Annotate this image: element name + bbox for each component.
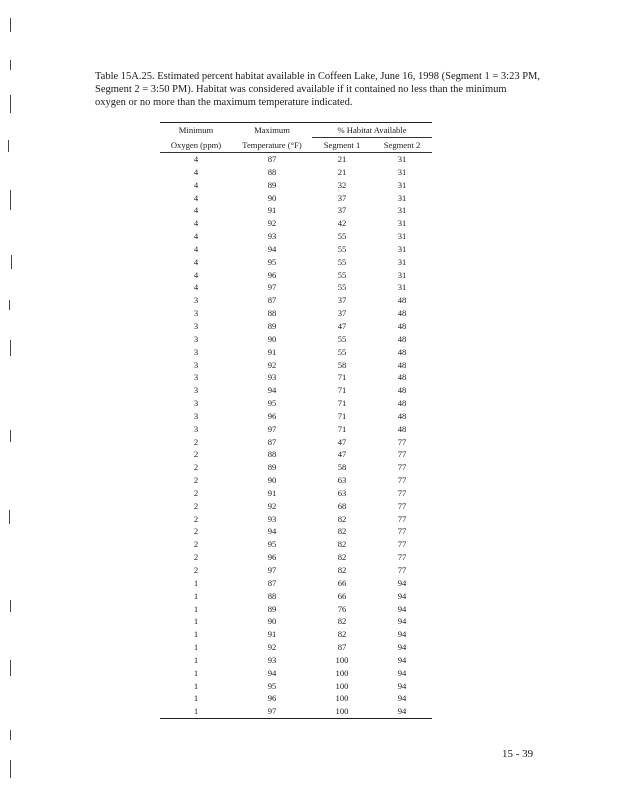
table-row bbox=[160, 577, 432, 590]
cell-min-oxygen: 4 bbox=[193, 218, 199, 229]
cell-max-temp: 97 bbox=[267, 565, 277, 575]
cell-segment-2: 48 bbox=[397, 295, 407, 306]
cell-max-temp: 92 bbox=[267, 642, 277, 653]
table-row bbox=[160, 692, 432, 705]
table-body bbox=[160, 153, 432, 719]
cell-max-temp: 97 bbox=[267, 282, 277, 293]
cell-min-oxygen: 3 bbox=[193, 359, 199, 370]
col-habitat-group: % Habitat Available bbox=[312, 123, 432, 138]
table-row bbox=[160, 281, 432, 294]
cell-max-temp: 93 bbox=[267, 231, 277, 242]
cell-segment-1: 55 bbox=[337, 231, 347, 242]
cell-min-oxygen: 3 bbox=[193, 320, 199, 331]
cell-segment-1: 58 bbox=[337, 359, 347, 370]
cell-min-oxygen: 4 bbox=[193, 231, 199, 242]
cell-segment-1: 32 bbox=[337, 179, 347, 190]
table-row bbox=[160, 153, 432, 166]
table-row bbox=[160, 525, 432, 538]
table-row bbox=[160, 487, 432, 500]
cell-min-oxygen: 4 bbox=[193, 256, 199, 267]
cell-min-oxygen: 4 bbox=[193, 154, 199, 164]
cell-segment-2: 77 bbox=[397, 526, 407, 537]
table-row bbox=[160, 410, 432, 423]
cell-segment-1: 55 bbox=[337, 269, 347, 280]
table-row bbox=[160, 384, 432, 397]
cell-min-oxygen: 1 bbox=[193, 667, 199, 678]
cell-min-oxygen: 2 bbox=[193, 552, 199, 563]
cell-max-temp: 90 bbox=[267, 333, 277, 344]
habitat-table bbox=[160, 122, 432, 719]
cell-max-temp: 91 bbox=[267, 487, 277, 498]
cell-segment-2: 48 bbox=[397, 346, 407, 357]
cell-segment-1: 47 bbox=[337, 436, 347, 447]
cell-max-temp: 95 bbox=[267, 256, 277, 267]
cell-min-oxygen: 4 bbox=[193, 166, 199, 177]
cell-max-temp: 89 bbox=[267, 179, 277, 190]
cell-max-temp: 89 bbox=[267, 462, 277, 473]
cell-max-temp: 90 bbox=[267, 192, 277, 203]
cell-min-oxygen: 2 bbox=[193, 500, 199, 511]
cell-segment-1: 58 bbox=[337, 462, 347, 473]
cell-min-oxygen: 3 bbox=[193, 385, 199, 396]
cell-segment-1: 100 bbox=[312, 705, 372, 718]
cell-segment-2: 31 bbox=[397, 231, 407, 242]
cell-max-temp: 88 bbox=[267, 449, 277, 460]
cell-segment-2: 48 bbox=[397, 410, 407, 421]
cell-max-temp: 92 bbox=[267, 500, 277, 511]
cell-max-temp: 93 bbox=[267, 372, 277, 383]
cell-segment-2: 77 bbox=[397, 565, 407, 575]
table-row bbox=[160, 654, 432, 667]
col-max-temp-bottom: Temperature (°F) bbox=[232, 138, 312, 153]
table-row bbox=[160, 243, 432, 256]
table-row bbox=[160, 615, 432, 628]
cell-max-temp: 93 bbox=[267, 654, 277, 665]
table-row bbox=[160, 667, 432, 680]
cell-segment-2: 48 bbox=[397, 423, 407, 434]
table-row bbox=[160, 538, 432, 551]
table-row bbox=[160, 680, 432, 693]
cell-max-temp: 88 bbox=[267, 590, 277, 601]
table-row bbox=[160, 359, 432, 372]
table-row bbox=[160, 641, 432, 654]
cell-min-oxygen: 3 bbox=[193, 346, 199, 357]
table-caption: Table 15A.25. Estimated percent habitat available in Coffeen Lake, June 16, 1998 (Segment 1 = 3:23 PM, Segment 2 = 3:50 PM). Habitat was considered available if it contained no less than the minimum oxygen or no more than the maximum temperature indicated. bbox=[95, 71, 541, 108]
cell-min-oxygen: 3 bbox=[193, 308, 199, 319]
table-row bbox=[160, 628, 432, 641]
cell-segment-1: 82 bbox=[337, 565, 347, 575]
cell-min-oxygen: 2 bbox=[193, 475, 199, 486]
cell-max-temp: 92 bbox=[267, 359, 277, 370]
cell-segment-2: 94 bbox=[372, 705, 432, 718]
cell-segment-2: 31 bbox=[397, 166, 407, 177]
cell-segment-2: 31 bbox=[397, 256, 407, 267]
cell-segment-2: 77 bbox=[397, 462, 407, 473]
cell-segment-2: 77 bbox=[397, 487, 407, 498]
cell-max-temp: 90 bbox=[267, 475, 277, 486]
cell-segment-2: 77 bbox=[397, 500, 407, 511]
cell-segment-1: 100 bbox=[335, 654, 349, 665]
table-row bbox=[160, 320, 432, 333]
cell-segment-1: 63 bbox=[337, 475, 347, 486]
cell-segment-1: 68 bbox=[337, 500, 347, 511]
cell-segment-1: 76 bbox=[337, 603, 347, 614]
cell-min-oxygen: 4 bbox=[193, 243, 199, 254]
scan-margin-marks bbox=[0, 0, 30, 800]
cell-segment-2: 31 bbox=[397, 179, 407, 190]
cell-segment-2: 94 bbox=[397, 590, 407, 601]
cell-segment-2: 94 bbox=[397, 603, 407, 614]
cell-segment-1: 82 bbox=[337, 539, 347, 550]
cell-min-oxygen: 1 bbox=[193, 680, 199, 691]
cell-min-oxygen: 1 bbox=[193, 603, 199, 614]
cell-segment-2: 94 bbox=[397, 693, 407, 704]
table-row bbox=[160, 448, 432, 461]
cell-segment-2: 77 bbox=[397, 436, 407, 447]
table-row bbox=[160, 269, 432, 282]
cell-segment-1: 55 bbox=[337, 333, 347, 344]
cell-min-oxygen: 1 bbox=[193, 590, 199, 601]
cell-min-oxygen: 3 bbox=[193, 333, 199, 344]
table-row bbox=[160, 397, 432, 410]
cell-min-oxygen: 3 bbox=[193, 423, 199, 434]
cell-max-temp: 91 bbox=[267, 629, 277, 640]
cell-segment-1: 55 bbox=[337, 243, 347, 254]
table-row bbox=[160, 179, 432, 192]
cell-segment-2: 48 bbox=[397, 333, 407, 344]
cell-min-oxygen: 1 bbox=[193, 577, 199, 588]
cell-segment-1: 55 bbox=[337, 256, 347, 267]
cell-segment-1: 82 bbox=[337, 629, 347, 640]
page-number: 15 - 39 bbox=[502, 748, 534, 760]
cell-max-temp: 90 bbox=[267, 616, 277, 627]
col-min-oxygen-top: Minimum bbox=[178, 125, 214, 136]
cell-segment-1: 21 bbox=[337, 154, 347, 164]
cell-segment-2: 31 bbox=[397, 282, 407, 293]
table-row bbox=[160, 513, 432, 526]
cell-min-oxygen: 3 bbox=[193, 398, 199, 409]
cell-segment-2: 77 bbox=[397, 539, 407, 550]
cell-min-oxygen: 2 bbox=[193, 513, 199, 524]
cell-segment-1: 47 bbox=[337, 320, 347, 331]
cell-segment-1: 82 bbox=[337, 513, 347, 524]
table-row bbox=[160, 294, 432, 307]
table-row bbox=[160, 603, 432, 616]
cell-max-temp: 87 bbox=[267, 436, 277, 447]
cell-min-oxygen: 4 bbox=[193, 192, 199, 203]
cell-segment-2: 94 bbox=[397, 616, 407, 627]
col-max-temp-top: Maximum bbox=[254, 125, 290, 136]
cell-max-temp: 96 bbox=[267, 269, 277, 280]
cell-min-oxygen: 4 bbox=[193, 179, 199, 190]
table-row bbox=[160, 256, 432, 269]
cell-max-temp: 97 bbox=[232, 705, 312, 718]
cell-min-oxygen: 2 bbox=[193, 449, 199, 460]
cell-segment-2: 48 bbox=[397, 372, 407, 383]
cell-segment-2: 48 bbox=[397, 398, 407, 409]
cell-segment-2: 31 bbox=[397, 243, 407, 254]
cell-segment-2: 94 bbox=[397, 629, 407, 640]
cell-min-oxygen: 2 bbox=[193, 436, 199, 447]
cell-max-temp: 94 bbox=[267, 526, 277, 537]
cell-segment-2: 31 bbox=[397, 218, 407, 229]
cell-segment-2: 94 bbox=[397, 642, 407, 653]
cell-max-temp: 96 bbox=[267, 552, 277, 563]
cell-segment-1: 47 bbox=[337, 449, 347, 460]
table-row bbox=[160, 590, 432, 603]
cell-segment-2: 48 bbox=[397, 320, 407, 331]
cell-segment-1: 66 bbox=[337, 590, 347, 601]
cell-segment-2: 31 bbox=[397, 154, 407, 164]
cell-segment-1: 82 bbox=[337, 526, 347, 537]
cell-segment-1: 66 bbox=[337, 577, 347, 588]
cell-max-temp: 94 bbox=[267, 243, 277, 254]
cell-segment-1: 63 bbox=[337, 487, 347, 498]
cell-max-temp: 89 bbox=[267, 320, 277, 331]
cell-segment-1: 37 bbox=[337, 192, 347, 203]
cell-min-oxygen: 4 bbox=[193, 282, 199, 293]
cell-min-oxygen: 1 bbox=[193, 654, 199, 665]
cell-segment-1: 71 bbox=[337, 398, 347, 409]
cell-max-temp: 87 bbox=[267, 154, 277, 164]
table-row bbox=[160, 500, 432, 513]
col-min-oxygen-bottom: Oxygen (ppm) bbox=[160, 138, 232, 153]
cell-max-temp: 89 bbox=[267, 603, 277, 614]
cell-min-oxygen: 1 bbox=[193, 616, 199, 627]
cell-min-oxygen: 4 bbox=[193, 269, 199, 280]
cell-min-oxygen: 2 bbox=[193, 539, 199, 550]
cell-min-oxygen: 3 bbox=[193, 295, 199, 306]
cell-segment-2: 48 bbox=[397, 359, 407, 370]
cell-segment-1: 37 bbox=[337, 308, 347, 319]
cell-max-temp: 95 bbox=[267, 539, 277, 550]
cell-segment-2: 77 bbox=[397, 449, 407, 460]
cell-segment-2: 94 bbox=[397, 680, 407, 691]
cell-segment-1: 37 bbox=[337, 205, 347, 216]
cell-max-temp: 92 bbox=[267, 218, 277, 229]
table-row bbox=[160, 230, 432, 243]
cell-segment-2: 77 bbox=[397, 475, 407, 486]
cell-min-oxygen: 1 bbox=[193, 693, 199, 704]
cell-segment-1: 100 bbox=[335, 667, 349, 678]
cell-segment-1: 82 bbox=[337, 552, 347, 563]
cell-max-temp: 97 bbox=[267, 423, 277, 434]
table-row bbox=[160, 166, 432, 179]
cell-min-oxygen: 4 bbox=[193, 205, 199, 216]
cell-max-temp: 95 bbox=[267, 398, 277, 409]
cell-min-oxygen: 2 bbox=[193, 487, 199, 498]
cell-min-oxygen: 1 bbox=[193, 642, 199, 653]
cell-min-oxygen: 2 bbox=[193, 565, 199, 575]
cell-max-temp: 91 bbox=[267, 346, 277, 357]
cell-segment-1: 71 bbox=[337, 410, 347, 421]
cell-segment-1: 55 bbox=[337, 282, 347, 293]
table-row bbox=[160, 204, 432, 217]
cell-segment-2: 31 bbox=[397, 192, 407, 203]
cell-segment-1: 71 bbox=[337, 372, 347, 383]
cell-min-oxygen: 1 bbox=[193, 629, 199, 640]
table-row bbox=[160, 461, 432, 474]
cell-segment-1: 71 bbox=[337, 385, 347, 396]
table-row bbox=[160, 436, 432, 449]
cell-segment-2: 77 bbox=[397, 552, 407, 563]
cell-max-temp: 88 bbox=[267, 166, 277, 177]
cell-max-temp: 93 bbox=[267, 513, 277, 524]
table-row bbox=[160, 564, 432, 577]
cell-min-oxygen: 2 bbox=[193, 526, 199, 537]
cell-max-temp: 94 bbox=[267, 667, 277, 678]
cell-segment-1: 42 bbox=[337, 218, 347, 229]
table-row bbox=[160, 307, 432, 320]
cell-max-temp: 91 bbox=[267, 205, 277, 216]
table-row bbox=[160, 346, 432, 359]
cell-segment-1: 82 bbox=[337, 616, 347, 627]
col-segment-2: Segment 2 bbox=[372, 138, 432, 153]
table-row bbox=[160, 217, 432, 230]
cell-segment-1: 21 bbox=[337, 166, 347, 177]
cell-max-temp: 87 bbox=[267, 295, 277, 306]
cell-segment-1: 87 bbox=[337, 642, 347, 653]
cell-max-temp: 96 bbox=[267, 693, 277, 704]
cell-segment-2: 31 bbox=[397, 269, 407, 280]
cell-segment-2: 48 bbox=[397, 308, 407, 319]
cell-segment-2: 48 bbox=[397, 385, 407, 396]
cell-max-temp: 87 bbox=[267, 577, 277, 588]
cell-segment-1: 71 bbox=[337, 423, 347, 434]
cell-min-oxygen: 3 bbox=[193, 410, 199, 421]
table-row bbox=[160, 333, 432, 346]
table-row bbox=[160, 705, 432, 718]
table-row bbox=[160, 551, 432, 564]
cell-max-temp: 95 bbox=[267, 680, 277, 691]
cell-segment-2: 77 bbox=[397, 513, 407, 524]
cell-max-temp: 88 bbox=[267, 308, 277, 319]
cell-segment-2: 94 bbox=[397, 577, 407, 588]
cell-max-temp: 96 bbox=[267, 410, 277, 421]
cell-min-oxygen: 3 bbox=[193, 372, 199, 383]
cell-segment-2: 31 bbox=[397, 205, 407, 216]
cell-segment-1: 37 bbox=[337, 295, 347, 306]
table-row bbox=[160, 423, 432, 436]
col-segment-1: Segment 1 bbox=[312, 138, 372, 153]
cell-min-oxygen: 1 bbox=[160, 705, 232, 718]
table-row bbox=[160, 192, 432, 205]
cell-max-temp: 94 bbox=[267, 385, 277, 396]
cell-segment-1: 100 bbox=[335, 680, 349, 691]
cell-segment-1: 100 bbox=[335, 693, 349, 704]
table-row bbox=[160, 371, 432, 384]
table-row bbox=[160, 474, 432, 487]
cell-segment-2: 94 bbox=[397, 667, 407, 678]
cell-segment-1: 55 bbox=[337, 346, 347, 357]
cell-min-oxygen: 2 bbox=[193, 462, 199, 473]
cell-segment-2: 94 bbox=[397, 654, 407, 665]
